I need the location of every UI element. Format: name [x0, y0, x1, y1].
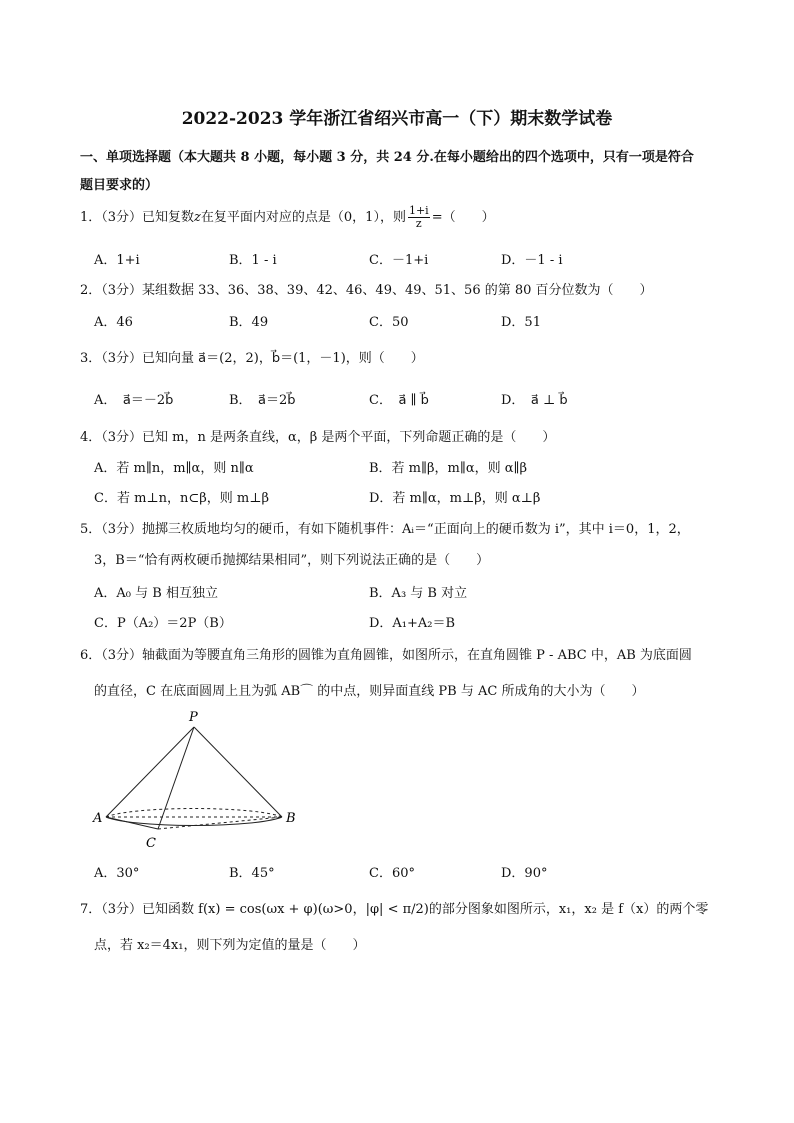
question-7-line1: 7．（3分）已知函数 f(x) = cos(ωx + φ)(ω>0，|φ| < π/2)的部分图象如图所示，x₁，x₂ 是 f（x）的两个零 [80, 902, 709, 917]
question-3-stem: 3．（3分）已知向量 a⃗＝(2，2)，b⃗＝(1，－1)，则（ ） [80, 351, 424, 366]
edge-pa [106, 727, 194, 817]
q6-option-c: C．60° [369, 866, 415, 881]
q3-option-a: A． a⃗＝－2b⃗ [94, 393, 174, 408]
label-b: B [286, 811, 296, 826]
q1-var-z: z [194, 210, 201, 225]
q4-option-d: D．若 m∥α，m⊥β，则 α⊥β [369, 491, 541, 506]
q3-option-d: D． a⃗ ⊥ b⃗ [501, 393, 568, 408]
question-5-line1: 5．（3分）抛掷三枚质地均匀的硬币，有如下随机事件：Aᵢ＝“正面向上的硬币数为 i”，其中 i＝0，1，2， [80, 522, 690, 537]
q6-option-d: D．90° [501, 866, 548, 881]
q6-option-b: B．45° [229, 866, 275, 881]
q5-option-d: D．A₁+A₂＝B [369, 616, 456, 631]
q2-option-d: D．51 [501, 315, 541, 330]
q3-option-b: B． a⃗＝2b⃗ [229, 393, 296, 408]
question-4-stem: 4．（3分）已知 m，n 是两条直线，α，β 是两个平面，下列命题正确的是（ ） [80, 430, 556, 445]
q4-option-c: C．若 m⊥n，n⊂β，则 m⊥β [94, 491, 269, 506]
edge-pc [158, 727, 194, 829]
q2-option-a: A．46 [94, 315, 133, 330]
page-title: 2022-2023 学年浙江省绍兴市高一（下）期末数学试卷 [181, 109, 613, 129]
edge-ac [106, 817, 158, 829]
q1-stem-b: 在复平面内对应的点是（0，1），则 [200, 210, 406, 225]
q6-option-a: A．30° [94, 866, 140, 881]
q1-option-b: B．1 - i [229, 253, 277, 268]
cone-base-back-arc [106, 808, 282, 817]
q2-option-b: B．49 [229, 315, 269, 330]
edge-cb [158, 817, 282, 829]
q1-stem-c: =（ ） [431, 210, 495, 225]
q5-option-b: B．A₃ 与 B 对立 [369, 586, 468, 601]
q5-option-c: C．P（A₂）＝2P（B） [94, 616, 232, 631]
edge-pb [194, 727, 282, 817]
q1-fraction [408, 205, 430, 230]
q1-option-d: D．－1 - i [501, 253, 563, 268]
cone-figure [88, 705, 308, 855]
q5-option-a: A．A₀ 与 B 相互独立 [94, 586, 218, 601]
question-2-stem: 2．（3分）某组数据 33、36、38、39、42、46、49、49、51、56 的第 80 百分位数为（ ） [80, 283, 653, 298]
q1-frac-denominator: z [415, 217, 422, 230]
q1-frac-numerator: 1+i [408, 204, 429, 217]
label-c: C [146, 836, 156, 851]
question-1-stem [80, 205, 495, 230]
q1-option-c: C．－1+i [369, 253, 429, 268]
q1-option-a: A．1+i [94, 253, 140, 268]
q4-option-b: B．若 m∥β，m∥α，则 α∥β [369, 461, 528, 476]
question-7-line2: 点，若 x₂＝4x₁，则下列为定值的量是（ ） [94, 938, 366, 953]
label-a: A [93, 811, 103, 826]
question-5-line2: 3，B＝“恰有两枚硬币抛掷结果相同”，则下列说法正确的是（ ） [94, 553, 490, 568]
section-heading-line1: 一、单项选择题（本大题共 8 小题，每小题 3 分，共 24 分.在每小题给出的四个选项中，只有一项是符合 [80, 150, 694, 165]
question-6-line1: 6．（3分）轴截面为等腰直角三角形的圆锥为直角圆锥，如图所示，在直角圆锥 P - ABC 中，AB 为底面圆 [80, 648, 692, 663]
section-heading-line2: 题目要求的） [80, 178, 159, 193]
question-6-line2: 的直径，C 在底面圆周上且为弧 AB⌒ 的中点，则异面直线 PB 与 AC 所成角的大小为（ ） [94, 684, 645, 699]
label-p: P [189, 710, 198, 725]
q3-option-c: C． a⃗ ∥ b⃗ [369, 393, 429, 408]
q4-option-a: A．若 m∥n，m∥α，则 n∥α [94, 461, 254, 476]
q1-stem-a: 1．（3分）已知复数 [80, 210, 195, 225]
cone-base-front-arc [106, 817, 282, 826]
q2-option-c: C．50 [369, 315, 409, 330]
